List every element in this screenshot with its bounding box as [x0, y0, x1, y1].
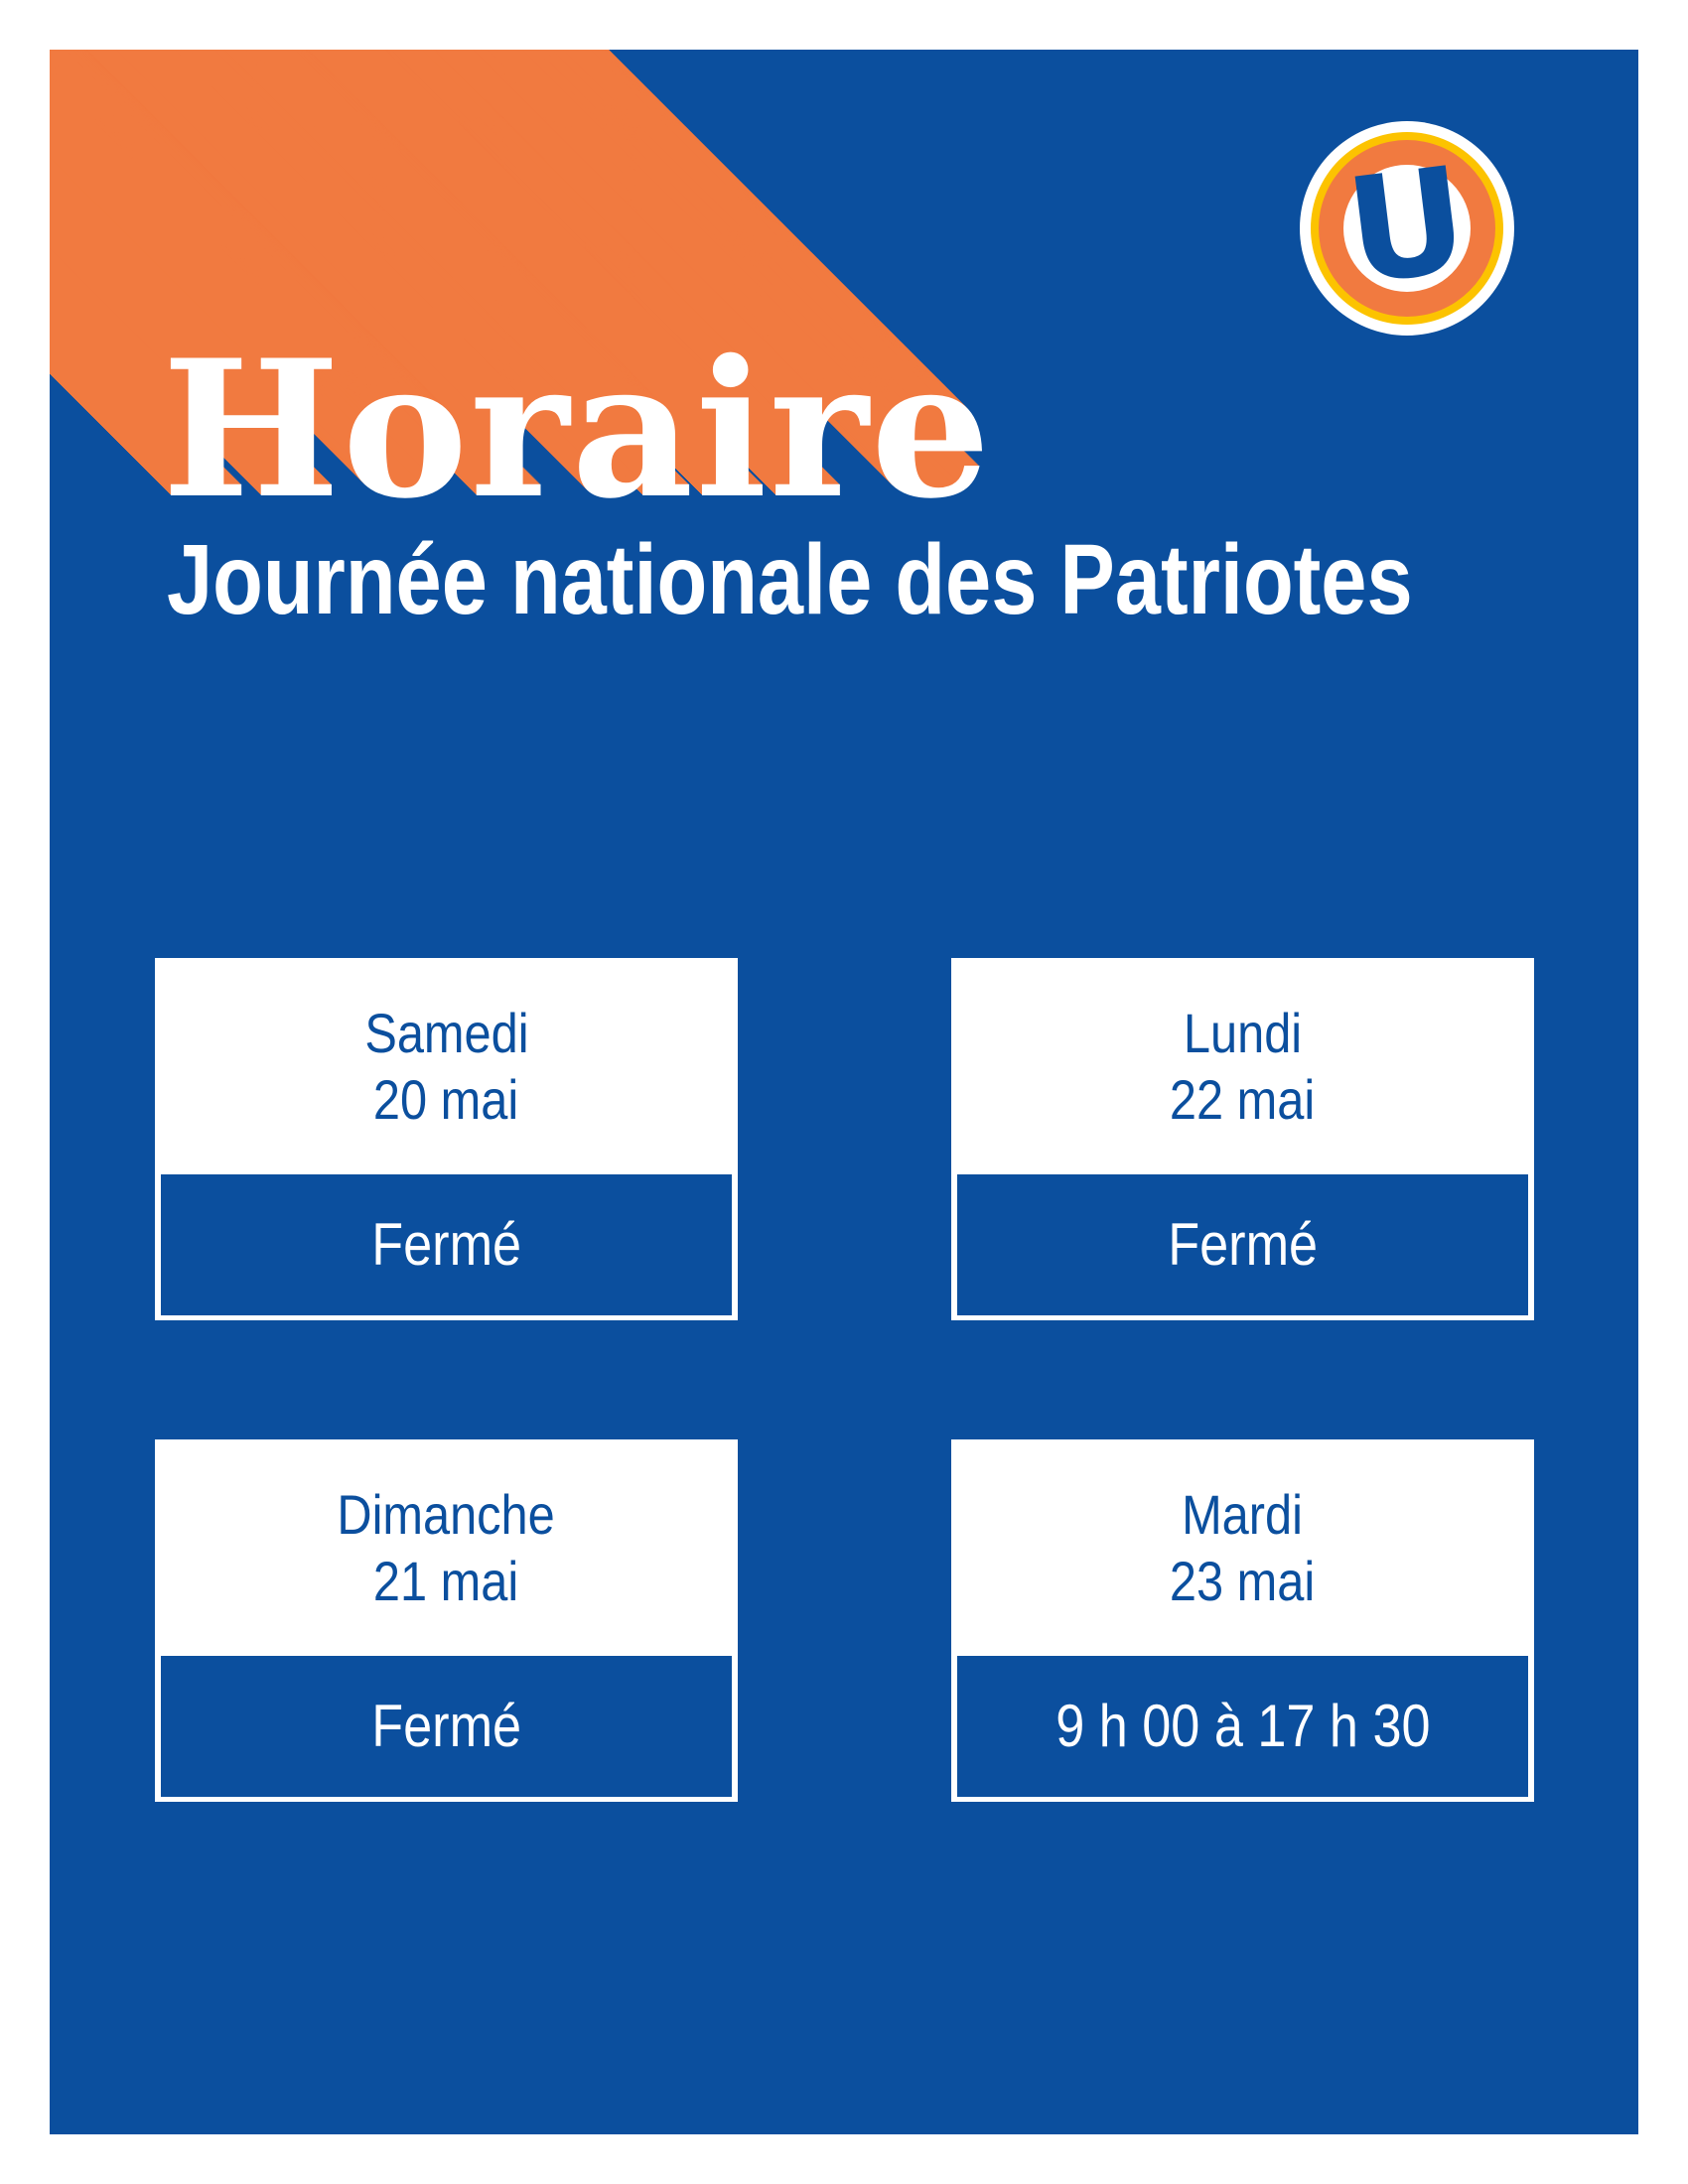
card-hours-band: [161, 1174, 732, 1315]
logo-yellow-ring: [1311, 132, 1503, 325]
card-hours-band: [957, 1174, 1528, 1315]
page-subtitle: Journée nationale des Patriotes: [167, 524, 1413, 635]
poster-background: [50, 50, 1638, 2134]
card-hours-label: 9 h 00 à 17 h 30: [1055, 1693, 1431, 1759]
page-title: Horaire: [162, 319, 993, 540]
card-date-label: 20 mai: [373, 1068, 519, 1131]
card-date-section: [155, 1439, 738, 1656]
schedule-card-lundi: [951, 958, 1534, 1320]
card-hours-band: [957, 1656, 1528, 1797]
logo-center-disc: [1337, 135, 1476, 318]
brand-logo: [1300, 121, 1514, 336]
card-hours-label: Fermé: [371, 1211, 521, 1278]
logo-orange-ring: [1319, 135, 1495, 318]
card-day-label: Samedi: [363, 1002, 529, 1064]
schedule-card-dimanche: [155, 1439, 738, 1802]
card-day-label: Dimanche: [337, 1483, 556, 1546]
card-hours-label: Fermé: [1168, 1211, 1318, 1278]
card-date-label: 22 mai: [1170, 1068, 1316, 1131]
card-date-label: 23 mai: [1170, 1550, 1316, 1612]
card-hours-label: Fermé: [371, 1693, 521, 1759]
card-day-label: Lundi: [1183, 1002, 1303, 1064]
card-date-section: [951, 958, 1534, 1174]
schedule-card-mardi: [951, 1439, 1534, 1802]
card-date-label: 21 mai: [373, 1550, 519, 1612]
card-hours-band: [161, 1656, 732, 1797]
card-date-section: [951, 1439, 1534, 1656]
schedule-card-samedi: [155, 958, 738, 1320]
card-day-label: Mardi: [1182, 1483, 1304, 1546]
brand-u-icon: U: [1337, 135, 1476, 318]
card-date-section: [155, 958, 738, 1174]
